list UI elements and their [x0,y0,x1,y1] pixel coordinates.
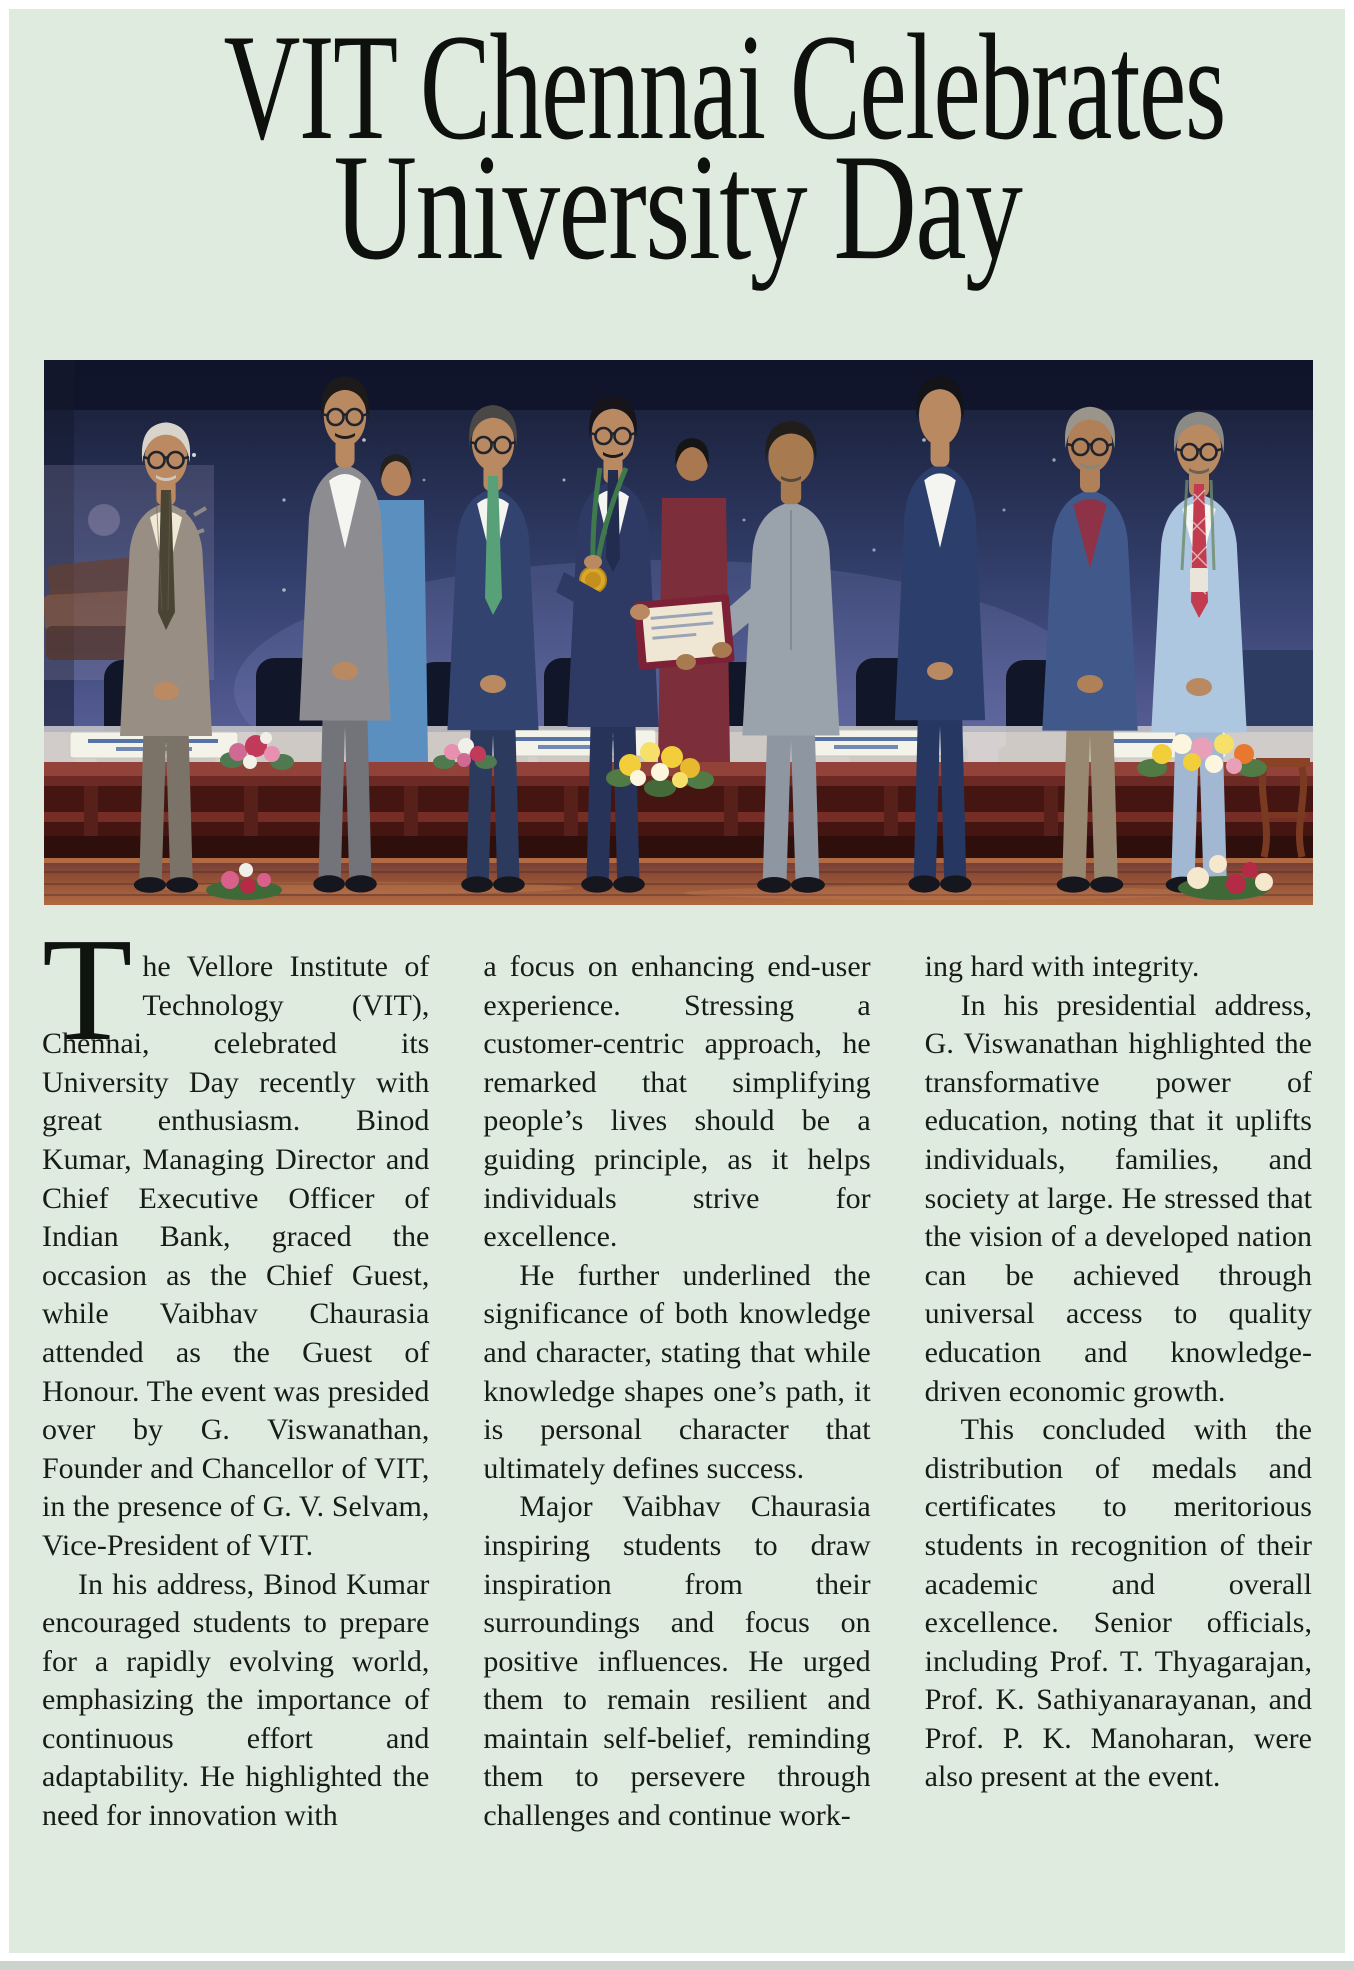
paragraph: He further underlined the significance of both knowledge and character, stating that while knowledge shapes one’s path, it is personal character that ultimately defines success. [483,1258,871,1485]
title-line-1: VIT Chennai Celebrates [223,3,1225,171]
title-line-2: University Day [333,123,1021,291]
paragraph: In his presidential address, G. Viswanathan highlighted the transformative power of education, noting that it uplifts individuals, families, and society at large. He stressed that the vision of a developed nation can be achieved through universal access to quality education and knowledge-driven economic growth. [924,988,1312,1408]
article-column-2 [483,948,870,1836]
paragraph: In his address, Binod Kumar encouraged students to prepare for a rapidly evolving world, emphasizing the importance of continuous effort and adaptability. He highlighted the need for innovation with [42,1567,430,1833]
drop-cap: T [42,908,133,1072]
article-column-1 [42,908,430,1836]
article-column-3 [925,948,1312,1836]
id-badge [1190,568,1208,592]
paragraph: a focus on enhancing end-user experience. Stressing a customer-centric approach, he remarked that simplifying people’s lives should be a guiding principle, as it helps individuals strive for excellence. [483,950,871,1254]
chief-hand [712,642,732,658]
paragraph: ing hard with integrity. [924,950,1200,983]
paragraph-text: he Vellore Institute of Technology (VIT), Chennai, celebrated its University Day recently with great enthusiasm. Binod Kumar, Managing Director and Chief Executive Officer of Indian Bank, graced the occasion as the Chief Guest, while Vaibhav Chaurasia attended as the Guest of Honour. The event was presided over by G. Viswanathan, Founder and Chancellor of VIT, in the presence of G. V. Selvam, Vice-President of VIT. [42,950,430,1562]
student-hand [630,604,650,620]
paragraph: Major Vaibhav Chaurasia inspiring students to draw inspiration from their surroundings and focus on positive influences. He urged them to remain resilient and maintain self-belief, reminding them to persevere through challenges and continue work- [483,1490,871,1833]
bottom-edge-strip [0,1961,1354,1970]
chief-hand [676,654,696,670]
stage-photo-illustration [44,360,1313,905]
stage-photo [44,360,1313,905]
paragraph: This concluded with the distribution of medals and certificates to meritorious students in recognition of their academic and overall excellence. Senior officials, including Prof. T. Thyagarajan, Prof. K. Sathiyanarayanan, and Prof. P. K. Manoharan, were also present at the event. [924,1413,1312,1794]
paragraph [42,908,430,1566]
page-title [9,3,1345,291]
article-body [42,908,1312,1836]
